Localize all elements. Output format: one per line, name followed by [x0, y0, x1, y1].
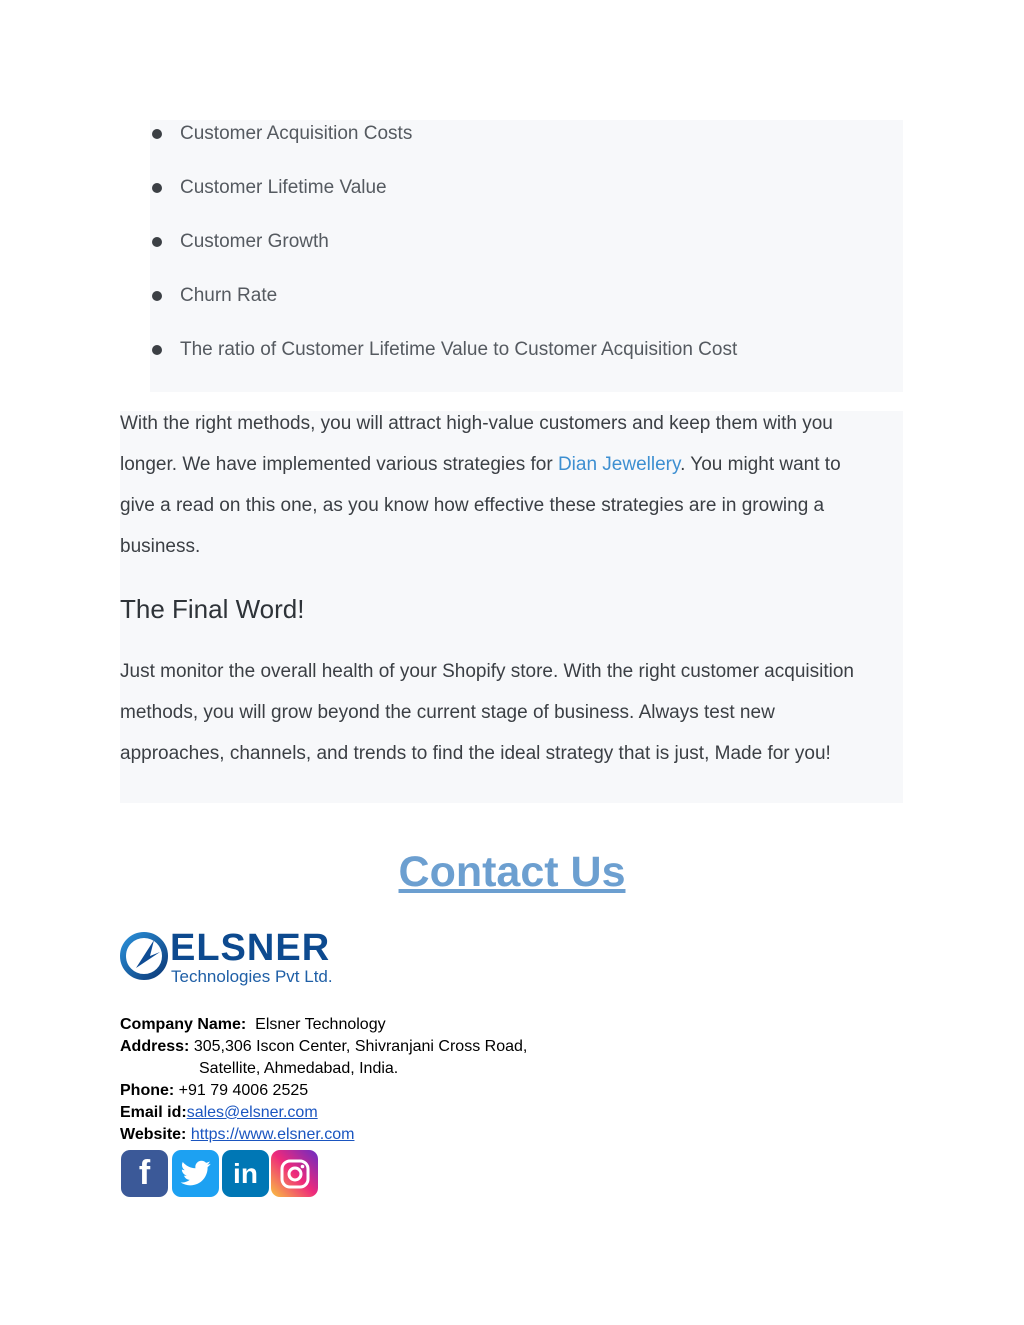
facebook-icon[interactable]: f: [121, 1150, 168, 1197]
elsner-logo: [120, 922, 340, 990]
intro-line-3: give a read on this one, as you know how effective these strategies are in growing a: [120, 495, 825, 516]
intro-line-2: longer. We have implemented various strategies for Dian Jewellery. You might want to: [120, 454, 841, 475]
bullet-icon: [152, 237, 162, 247]
website-row: Website: https://www.elsner.com: [120, 1126, 355, 1143]
address-row-2: Satellite, Ahmedabad, India.: [199, 1060, 399, 1077]
bullet-icon: [152, 291, 162, 301]
final-word-heading: The Final Word!: [120, 594, 305, 624]
article-body-panel: [120, 411, 903, 803]
instagram-icon[interactable]: [271, 1150, 318, 1197]
intro-line-1: With the right methods, you will attract high-value customers and keep them with you: [120, 413, 833, 434]
email-link[interactable]: sales@elsner.com: [186, 1104, 318, 1121]
twitter-icon[interactable]: [172, 1150, 219, 1197]
final-line-1: Just monitor the overall health of your Shopify store. With the right customer acquisition: [120, 661, 854, 682]
final-line-2: methods, you will grow beyond the current stage of business. Always test new: [120, 702, 775, 723]
phone-row: Phone: +91 79 4006 2525: [120, 1082, 309, 1099]
address-row: Address: 305,306 Iscon Center, Shivranjani Cross Road,: [120, 1038, 528, 1055]
bullet-icon: [152, 183, 162, 193]
final-line-3: approaches, channels, and trends to find the ideal strategy that is just, Made for you!: [120, 743, 831, 764]
svg-text:Technologies Pvt Ltd.: Technologies Pvt Ltd.: [171, 967, 333, 986]
bullet-icon: [152, 345, 162, 355]
metrics-list-panel: Customer Acquisition Costs Customer Lifetime Value Customer Growth Churn Rate The ratio of Customer Lifetime Value to Customer Acquisition Cost: [150, 120, 903, 392]
bullet-icon: [152, 129, 162, 139]
dian-jewellery-link[interactable]: Dian Jewellery: [557, 454, 681, 475]
svg-text:ELSNER: ELSNER: [170, 927, 331, 969]
contact-us-title[interactable]: Contact Us: [398, 848, 626, 896]
linkedin-icon[interactable]: in: [222, 1150, 269, 1197]
email-row: Email id:sales@elsner.com: [120, 1104, 318, 1121]
company-row: Company Name: Elsner Technology: [120, 1016, 386, 1033]
website-link[interactable]: https://www.elsner.com: [190, 1126, 355, 1143]
intro-line-4: business.: [120, 536, 201, 557]
